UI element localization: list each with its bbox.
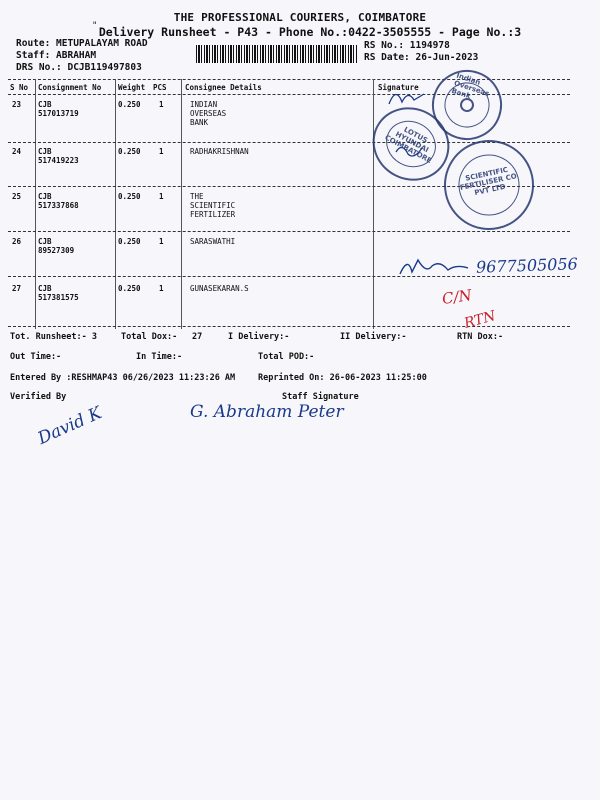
col-header-sno: S No bbox=[10, 83, 29, 92]
total-pod: Total POD:- bbox=[258, 352, 315, 362]
drs-number: DRS No.: DCJB119497803 bbox=[16, 62, 142, 73]
row-pcs: 1 bbox=[159, 192, 164, 201]
row-consignee: GUNASEKARAN.S bbox=[190, 284, 249, 293]
row-sno: 27 bbox=[12, 284, 22, 293]
lotus-stamp-text: LOTUS HYUNDAI COIMBATORE bbox=[383, 125, 433, 165]
staff-signature: G. Abraham Peter bbox=[190, 402, 344, 422]
reprinted-on: Reprinted On: 26-06-2023 11:25:00 bbox=[258, 373, 427, 383]
i-delivery: I Delivery:- bbox=[228, 332, 290, 342]
col-header-consignee: Consignee Details bbox=[185, 83, 262, 92]
fertiliser-stamp-text: SCIENTIFIC FERTILISER CO PVT LTD bbox=[459, 165, 518, 198]
row-pcs: 1 bbox=[159, 147, 164, 156]
row-consignment: CJB 89527309 bbox=[38, 237, 75, 255]
col-divider bbox=[115, 79, 116, 329]
row-consignee: INDIAN OVERSEAS BANK bbox=[190, 100, 227, 127]
col-header-weight: Weight bbox=[118, 83, 146, 92]
row-pcs: 1 bbox=[159, 100, 164, 109]
barcode bbox=[196, 45, 358, 63]
staff-signature-label: Staff Signature bbox=[282, 392, 359, 402]
signature-scribble bbox=[392, 140, 432, 164]
dash-mark: " bbox=[92, 21, 98, 31]
handwritten-phone: 9677505056 bbox=[475, 254, 579, 277]
col-header-signature: Signature bbox=[378, 83, 419, 92]
row-pcs: 1 bbox=[159, 237, 164, 246]
row-weight: 0.250 bbox=[118, 192, 141, 201]
rtn-dox: RTN Dox:- bbox=[457, 332, 504, 342]
col-divider bbox=[35, 79, 36, 329]
row-sno: 25 bbox=[12, 192, 22, 201]
row-consignment: CJB 517381575 bbox=[38, 284, 79, 302]
staff-label: Staff: ABRAHAM bbox=[16, 50, 97, 61]
row-pcs: 1 bbox=[159, 284, 164, 293]
row-weight: 0.250 bbox=[118, 100, 141, 109]
col-header-consignment: Consignment No bbox=[38, 83, 102, 92]
row-sno: 26 bbox=[12, 237, 22, 246]
handwritten-cn: C/N bbox=[440, 286, 473, 308]
row-sno: 23 bbox=[12, 100, 22, 109]
rs-date: RS Date: 26-Jun-2023 bbox=[364, 52, 479, 63]
document-subtitle: Delivery Runsheet - P43 - Phone No.:0422-3505555 - Page No.:3 bbox=[98, 25, 522, 39]
tot-runsheet: Tot. Runsheet:- 3 bbox=[10, 332, 97, 342]
row-consignment: CJB 517337868 bbox=[38, 192, 79, 210]
handwritten-rtn: RTN bbox=[462, 308, 498, 332]
bank-stamp-text: Indian Overseas Bank bbox=[450, 71, 491, 101]
col-divider bbox=[373, 79, 374, 329]
route-label: Route: METUPALAYAM ROAD bbox=[16, 38, 148, 49]
row-weight: 0.250 bbox=[118, 237, 141, 246]
signature-scribble bbox=[396, 252, 476, 282]
total-dox-label: Total Dox:- bbox=[121, 332, 178, 342]
row-consignee: RADHAKRISHNAN bbox=[190, 147, 249, 156]
document-title: THE PROFESSIONAL COURIERS, COIMBATORE bbox=[173, 11, 427, 24]
verified-by-label: Verified By bbox=[10, 392, 67, 402]
ii-delivery: II Delivery:- bbox=[340, 332, 407, 342]
rs-number: RS No.: 1194978 bbox=[364, 40, 450, 51]
row-sno: 24 bbox=[12, 147, 22, 156]
total-dox-value: 27 bbox=[192, 332, 203, 342]
col-header-pcs: PCS bbox=[153, 83, 167, 92]
out-time: Out Time:- bbox=[10, 352, 62, 362]
row-weight: 0.250 bbox=[118, 147, 141, 156]
col-divider bbox=[181, 79, 182, 329]
row-consignment: CJB 517419223 bbox=[38, 147, 79, 165]
signature-scribble bbox=[384, 84, 434, 114]
row-weight: 0.250 bbox=[118, 284, 141, 293]
row-consignment: CJB 517013719 bbox=[38, 100, 79, 118]
verifier-signature: David K bbox=[34, 403, 105, 449]
in-time: In Time:- bbox=[136, 352, 183, 362]
entered-by: Entered By :RESHMAP43 06/26/2023 11:23:26 AM bbox=[10, 373, 236, 383]
fertiliser-stamp bbox=[436, 132, 543, 239]
row-consignee: SARASWATHI bbox=[190, 237, 236, 246]
row-consignee: THE SCIENTIFIC FERTILIZER bbox=[190, 192, 236, 219]
